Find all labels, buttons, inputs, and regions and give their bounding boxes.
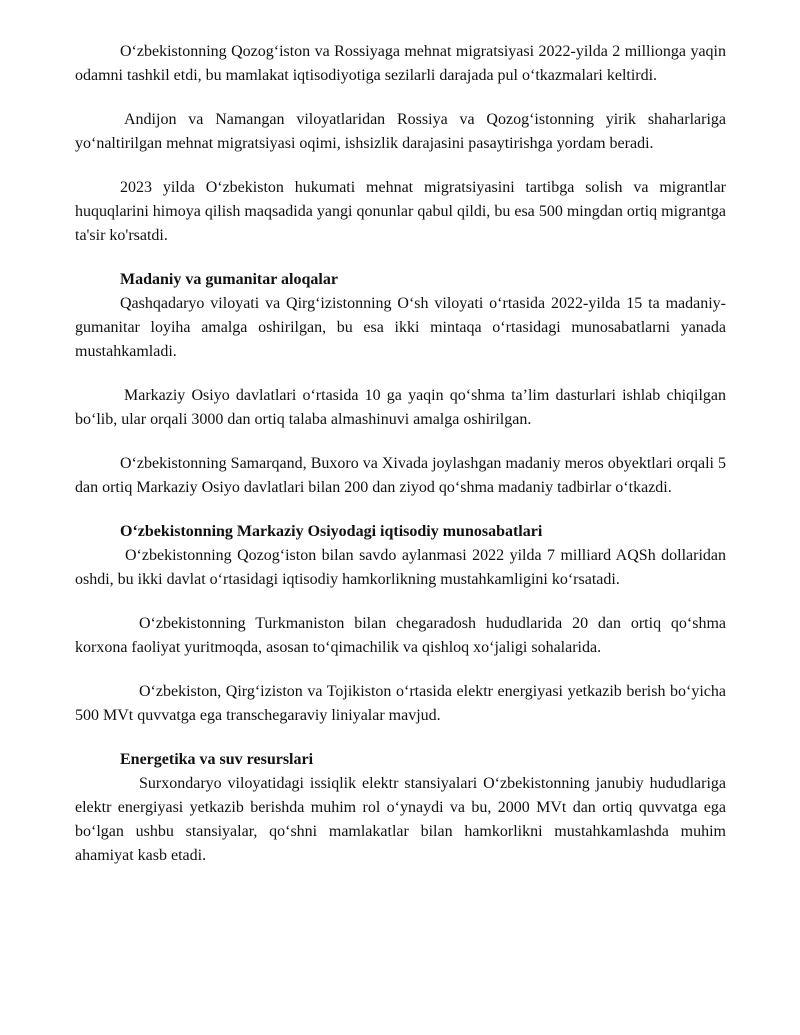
section-heading-energy: Energetika va suv resurslari <box>120 751 314 768</box>
paragraph-migration-flow: Andijon va Namangan viloyatlaridan Rossiya va Qozog‘istonning yirik shaharlariga yo‘naltirilgan mehnat migratsiyasi oqimi, ishsizlik darajasini pasaytirishga yordam beradi. <box>75 111 726 152</box>
paragraph-cultural-heritage: O‘zbekistonning Samarqand, Buxoro va Xivada joylashgan madaniy meros obyektlari orqali 5 dan ortiq Markaziy Osiyo davlatlari bilan 200 dan ziyod qo‘shma madaniy tadbirlar o‘tkazdi. <box>75 455 726 496</box>
paragraph-trade-turnover: O‘zbekistonning Qozog‘iston bilan savdo aylanmasi 2022 yilda 7 milliard AQSh dollaridan oshdi, bu ikki davlat o‘rtasidagi iqtisodiy hamkorlikning mustahkamligini ko‘rsatadi. <box>75 547 726 588</box>
paragraph-cultural-projects: Qashqadaryo viloyati va Qirg‘izistonning O‘sh viloyati o‘rtasida 2022-yilda 15 ta madaniy-gumanitar loyiha amalga oshirilgan, bu esa ikki mintaqa o‘rtasidagi munosabatlarni yanada mustahkamladi. <box>75 295 726 360</box>
paragraph-migration-laws: 2023 yilda O‘zbekiston hukumati mehnat migratsiyasini tartibga solish va migrantlar huquqlarini himoya qilish maqsadida yangi qonunlar qabul qildi, bu esa 500 mingdan ortiq migrantga ta'sir ko'rsatdi. <box>75 179 726 244</box>
paragraph-migration-volume: O‘zbekistonning Qozog‘iston va Rossiyaga mehnat migratsiyasi 2022-yilda 2 millionga yaqin odamni tashkil etdi, bu mamlakat iqtisodiyotiga sezilarli darajada pul o‘tkazmalari keltirdi. <box>75 43 726 84</box>
section-heading-cultural: Madaniy va gumanitar aloqalar <box>120 271 338 288</box>
paragraph-education-programs: Markaziy Osiyo davlatlari o‘rtasida 10 ga yaqin qo‘shma ta’lim dasturlari ishlab chiqilgan bo‘lib, ular orqali 3000 dan ortiq talaba almashinuvi amalga oshirilgan. <box>75 387 726 428</box>
paragraph-joint-ventures: O‘zbekistonning Turkmaniston bilan chegaradosh hududlarida 20 dan ortiq qo‘shma korxona faoliyat yuritmoqda, asosan to‘qimachilik va qishloq xo‘jaligi sohalarida. <box>75 615 726 656</box>
paragraph-power-lines: O‘zbekiston, Qirg‘iziston va Tojikiston o‘rtasida elektr energiyasi yetkazib berish bo‘yicha 500 MVt quvvatga ega transchegaraviy liniyalar mavjud. <box>75 683 726 724</box>
paragraph-thermal-plants: Surxondaryo viloyatidagi issiqlik elektr stansiyalari O‘zbekistonning janubiy hududlariga elektr energiyasi yetkazib berishda muhim rol o‘ynaydi va bu, 2000 MVt dan ortiq quvvatga ega bo‘lgan ushbu stansiyalar, qo‘shni mamlakatlar bilan hamkorlikni mustahkamlashda muhim ahamiyat kasb etadi. <box>75 775 726 864</box>
section-heading-economic: O‘zbekistonning Markaziy Osiyodagi iqtisodiy munosabatlari <box>120 523 543 540</box>
document-page <box>75 40 726 868</box>
